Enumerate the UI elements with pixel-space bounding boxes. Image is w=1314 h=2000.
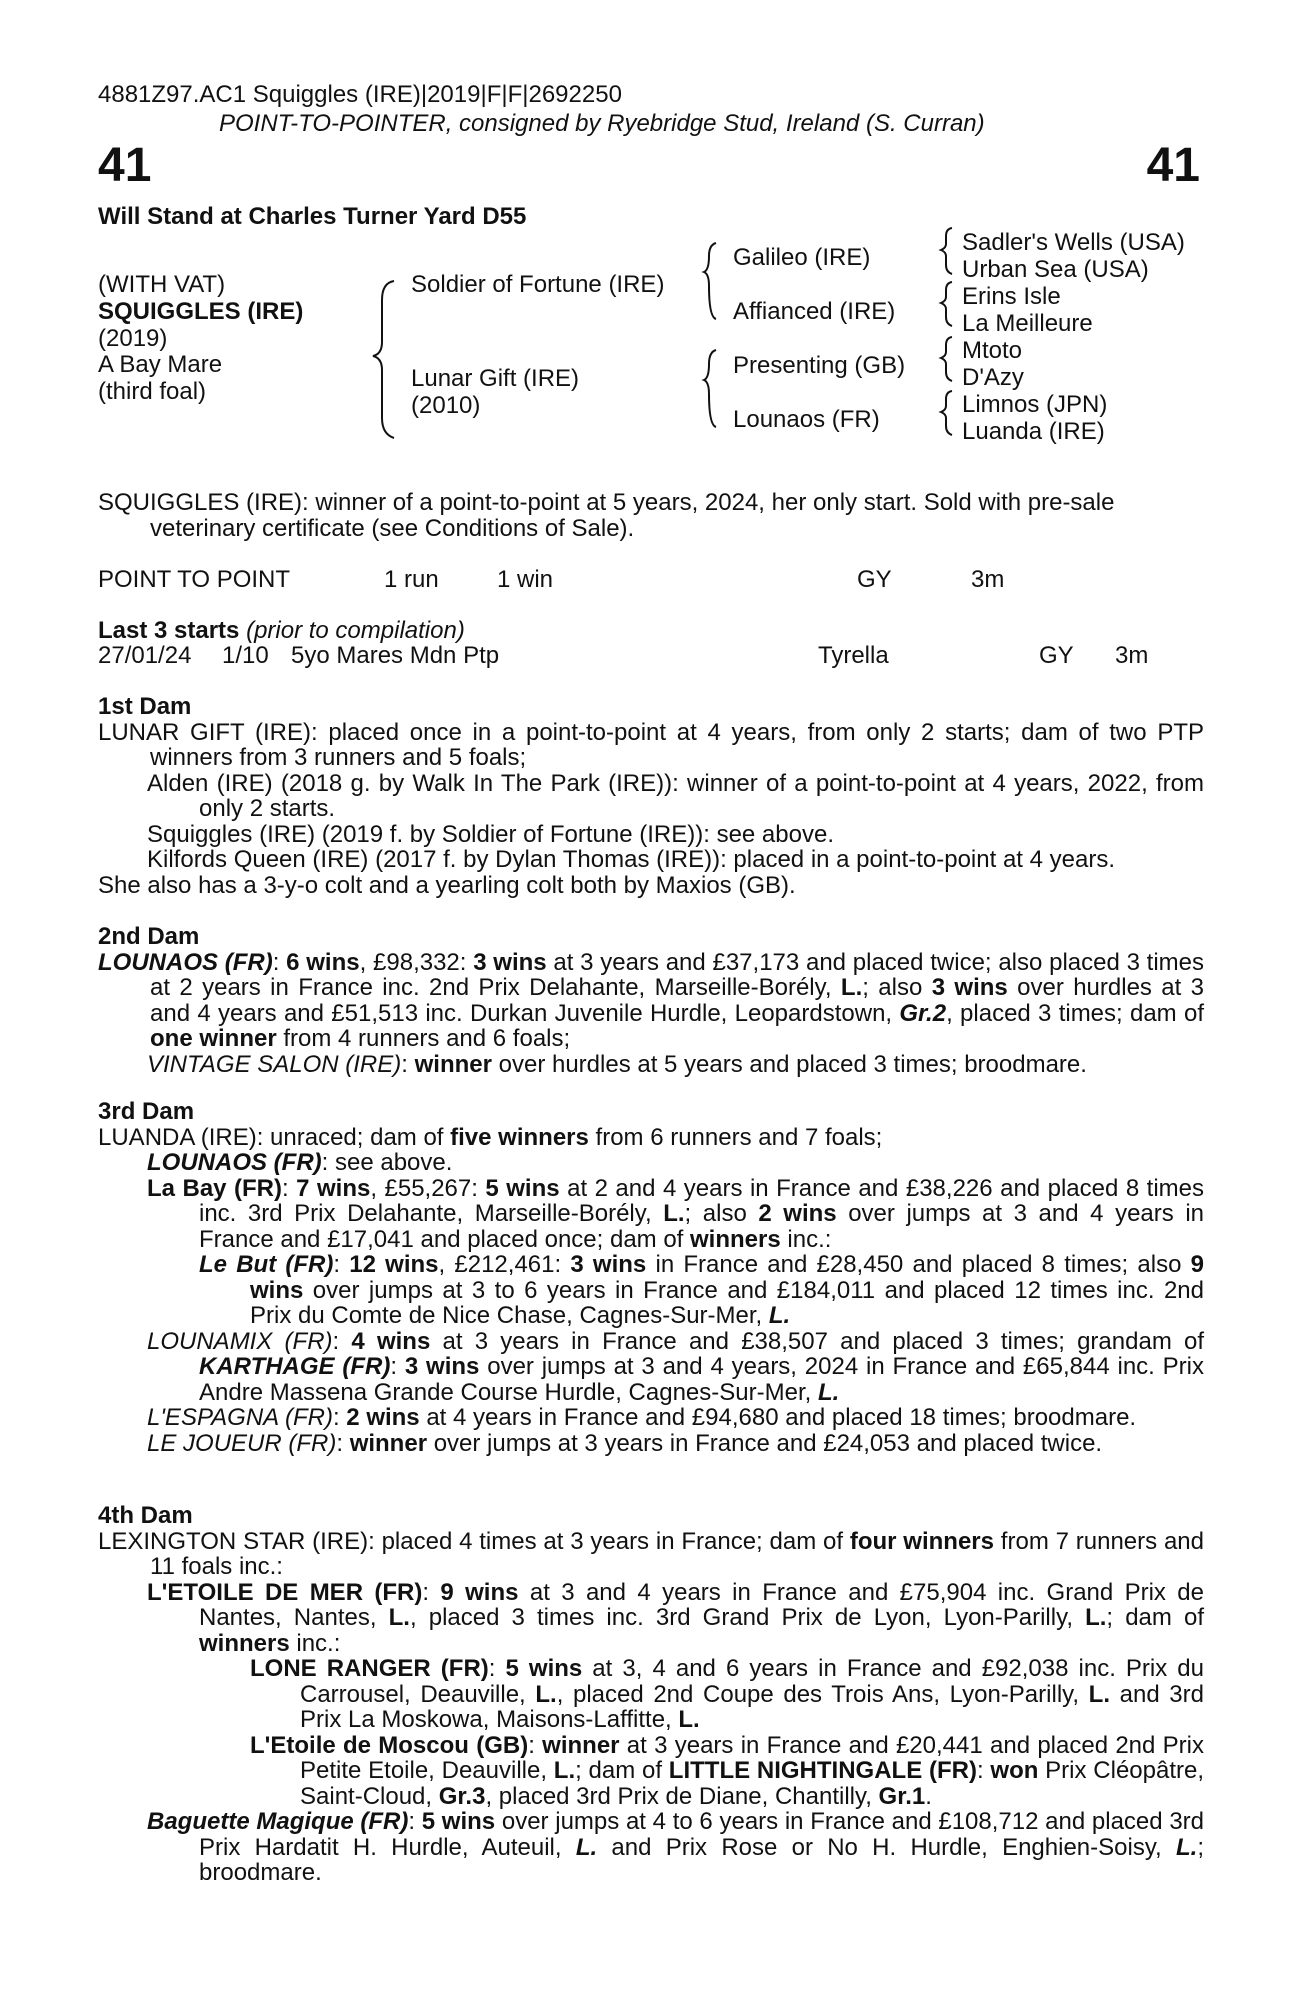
entry-lounamix: LOUNAMIX (FR): 4 wins at 3 years in France and £38,507 and placed 3 times; grandam of KARTHAGE (FR): 3 wins over jumps at 3 and 4 years, 2024 in France and £65,844 inc. Prix Andre Massena Grande Course Hurdle, Cagnes-Sur-Mer, L. <box>147 1327 1205 1406</box>
entry-lounaos-ref: LOUNAOS (FR): see above. <box>147 1149 453 1176</box>
fourth-dam-heading: 4th Dam <box>98 1502 193 1529</box>
sire-sire-dam: Urban Sea (USA) <box>962 256 1149 283</box>
second-dam-section <box>98 924 1204 1077</box>
name-letoile-de-moscou: L'Etoile de Moscou (GB) <box>250 1731 529 1759</box>
record-wins: 1 win <box>497 566 554 593</box>
sire-sire: Galileo (IRE) <box>733 244 871 271</box>
consignment-line: POINT-TO-POINTER, consigned by Ryebridge Stud, Ireland (S. Curran) <box>219 110 985 137</box>
dam-dam-sire: Limnos (JPN) <box>962 391 1108 418</box>
first-dam-heading: 1st Dam <box>98 693 192 720</box>
vat-note: (WITH VAT) <box>98 271 226 298</box>
entry-lespagna: L'ESPAGNA (FR): 2 wins at 4 years in France and £94,680 and placed 18 times; broodmare. <box>147 1404 1137 1431</box>
sire-dam: Affianced (IRE) <box>733 298 896 325</box>
record-distance: 3m <box>971 566 1005 593</box>
dam-sire-dam: D'Azy <box>962 364 1024 391</box>
stand-location: Will Stand at Charles Turner Yard D55 <box>98 203 527 230</box>
start-race: 5yo Mares Mdn Ptp <box>291 642 500 669</box>
entry-letoile-de-mer: L'ETOILE DE MER (FR): 9 wins at 3 and 4 years in France and £75,904 inc. Grand Prix de Nantes, Nantes, L., placed 3 times inc. 3rd Grand Prix de Lyon, Lyon-Parilly, L.; dam of winners inc.: <box>147 1578 1204 1657</box>
start-course: Tyrella <box>818 642 889 669</box>
name-baguette-magique: Baguette Magique (FR) <box>147 1808 409 1835</box>
start-date: 27/01/24 <box>98 642 192 669</box>
name-lounamix: LOUNAMIX (FR) <box>147 1327 333 1355</box>
name-lone-ranger: LONE RANGER (FR) <box>250 1655 489 1682</box>
name-lounaos: LOUNAOS (FR) <box>98 948 273 976</box>
start-going: GY <box>1039 642 1074 669</box>
name-lespagna: L'ESPAGNA (FR) <box>147 1404 333 1431</box>
entry-vintage-salon: VINTAGE SALON (IRE): winner over hurdles at 5 years and placed 3 times; broodmare. <box>147 1050 1087 1078</box>
name-vintage-salon: VINTAGE SALON (IRE) <box>147 1050 402 1078</box>
horse-year: (2019) <box>98 325 168 352</box>
first-dam-closing: She also has a 3-y-o colt and a yearling colt both by Maxios (GB). <box>98 871 796 899</box>
sire-dam-sire: Erins Isle <box>962 283 1061 310</box>
record-label: POINT TO POINT <box>98 566 291 593</box>
last-starts-note: (prior to compilation) <box>246 617 465 644</box>
third-dam-heading: 3rd Dam <box>98 1098 195 1125</box>
second-dam-heading: 2nd Dam <box>98 923 200 950</box>
summary-line-1: SQUIGGLES (IRE): winner of a point-to-point at 5 years, 2024, her only start. Sold with pre-sale <box>98 489 1115 516</box>
sire-dam-dam: La Meilleure <box>962 310 1093 337</box>
name-le-but: Le But (FR) <box>199 1251 334 1278</box>
entry-le-but: Le But (FR): 12 wins, £212,461: 3 wins in France and £28,450 and placed 8 times; also 9 wins over jumps at 3 to 6 years in France and £184,011 and placed 12 times inc. 2nd Prix du Comte de Nice Chase, Cagnes-Sur-Mer, L. <box>199 1251 1205 1329</box>
fourth-dam-section <box>98 1503 1204 1886</box>
entry-letoile-de-moscou: L'Etoile de Moscou (GB): winner at 3 years in France and £20,441 and placed 2nd Prix Petite Etoile, Deauville, L.; dam of LITTLE NIGHTINGALE (FR): won Prix Cléopâtre, Saint-Cloud, Gr.3, placed 3rd Prix de Diane, Chantilly, Gr.1. <box>250 1731 1205 1810</box>
progeny-kilfords-queen: Kilfords Queen (IRE) (2017 f. by Dylan Thomas (IRE)): placed in a point-to-point at 4 years. <box>147 846 1115 873</box>
dam: Lunar Gift (IRE) <box>411 365 580 392</box>
progeny-squiggles: Squiggles (IRE) (2019 f. by Soldier of Fortune (IRE)): see above. <box>147 820 834 848</box>
dam-dam-dam: Luanda (IRE) <box>962 418 1105 445</box>
dam-sire: Presenting (GB) <box>733 352 906 379</box>
record-runs: 1 run <box>384 566 439 593</box>
third-dam-intro: LUANDA (IRE): unraced; dam of five winners from 6 runners and 7 foals; <box>98 1123 883 1151</box>
horse-description: A Bay Mare <box>98 351 223 378</box>
entry-lounaos: LOUNAOS (FR): 6 wins, £98,332: 3 wins at 3 years and £37,173 and placed twice; also placed 3 times at 2 years in France inc. 2nd Prix Delahante, Marseille-Borély, L.; also 3 wins over hurdles at 3 and 4 years and £51,513 inc. Durkan Juvenile Hurdle, Leopardstown, Gr.2, placed 3 times; dam of one winner from 4 runners and 6 foals; <box>98 948 1205 1052</box>
last-starts-title: Last 3 starts <box>98 617 240 644</box>
foal-number: (third foal) <box>98 378 207 405</box>
entry-la-bay: La Bay (FR): 7 wins, £55,267: 5 wins at 2 and 4 years in France and £38,226 and placed 8 times inc. 3rd Prix Delahante, Marseille-Borély, L.; also 2 wins over jumps at 3 and 4 years in France and £17,041 and placed once; dam of winners inc.: <box>147 1174 1205 1253</box>
catalogue-code: 4881Z97.AC1 Squiggles (IRE)|2019|F|F|2692250 <box>98 81 622 108</box>
start-distance: 3m <box>1115 642 1149 669</box>
dam-dam: Lounaos (FR) <box>733 406 880 433</box>
horse-name: SQUIGGLES (IRE) <box>98 298 304 325</box>
name-le-joueur: LE JOUEUR (FR) <box>147 1429 337 1457</box>
start-position: 1/10 <box>222 642 269 669</box>
record-going: GY <box>857 566 892 593</box>
lot-number-left: 41 <box>98 139 152 192</box>
summary-line-2: veterinary certificate (see Conditions of Sale). <box>150 515 635 542</box>
dam-sire-sire: Mtoto <box>962 337 1023 364</box>
name-little-nightingale: LITTLE NIGHTINGALE (FR) <box>668 1757 977 1784</box>
third-dam-section <box>98 1099 1204 1456</box>
sire: Soldier of Fortune (IRE) <box>411 271 665 298</box>
first-dam-section <box>98 694 1204 898</box>
dam-year: (2010) <box>411 392 481 419</box>
name-karthage: KARTHAGE (FR) <box>199 1353 391 1380</box>
entry-le-joueur: LE JOUEUR (FR): winner over jumps at 3 years in France and £24,053 and placed twice. <box>147 1429 1103 1457</box>
entry-lone-ranger: LONE RANGER (FR): 5 wins at 3, 4 and 6 years in France and £92,038 inc. Prix du Carrousel, Deauville, L., placed 2nd Coupe des Trois Ans, Lyon-Parilly, L. and 3rd Prix La Moskowa, Maisons-Laffitte, L. <box>250 1655 1205 1733</box>
last-starts-heading <box>98 618 465 644</box>
fourth-dam-intro: LEXINGTON STAR (IRE): placed 4 times at 3 years in France; dam of four winners from 7 runners and 11 foals inc.: <box>98 1527 1204 1580</box>
progeny-alden: Alden (IRE) (2018 g. by Walk In The Park (IRE)): winner of a point-to-point at 4 years, 2022, from only 2 starts. <box>147 769 1204 822</box>
first-dam-intro: LUNAR GIFT (IRE): placed once in a point-to-point at 4 years, from only 2 starts; dam of two PTP winners from 3 runners and 5 foals; <box>98 718 1204 771</box>
entry-baguette-magique: Baguette Magique (FR): 5 wins over jumps at 4 to 6 years in France and £108,712 and placed 3rd Prix Hardatit H. Hurdle, Auteuil, L. and Prix Rose or No H. Hurdle, Enghien-Soisy, L.; broodmare. <box>147 1808 1205 1886</box>
lot-number-right: 41 <box>1146 139 1200 192</box>
name-la-bay: La Bay (FR) <box>147 1174 282 1202</box>
sire-sire-sire: Sadler's Wells (USA) <box>962 229 1185 256</box>
name-letoile-de-mer: L'ETOILE DE MER (FR) <box>147 1578 423 1606</box>
